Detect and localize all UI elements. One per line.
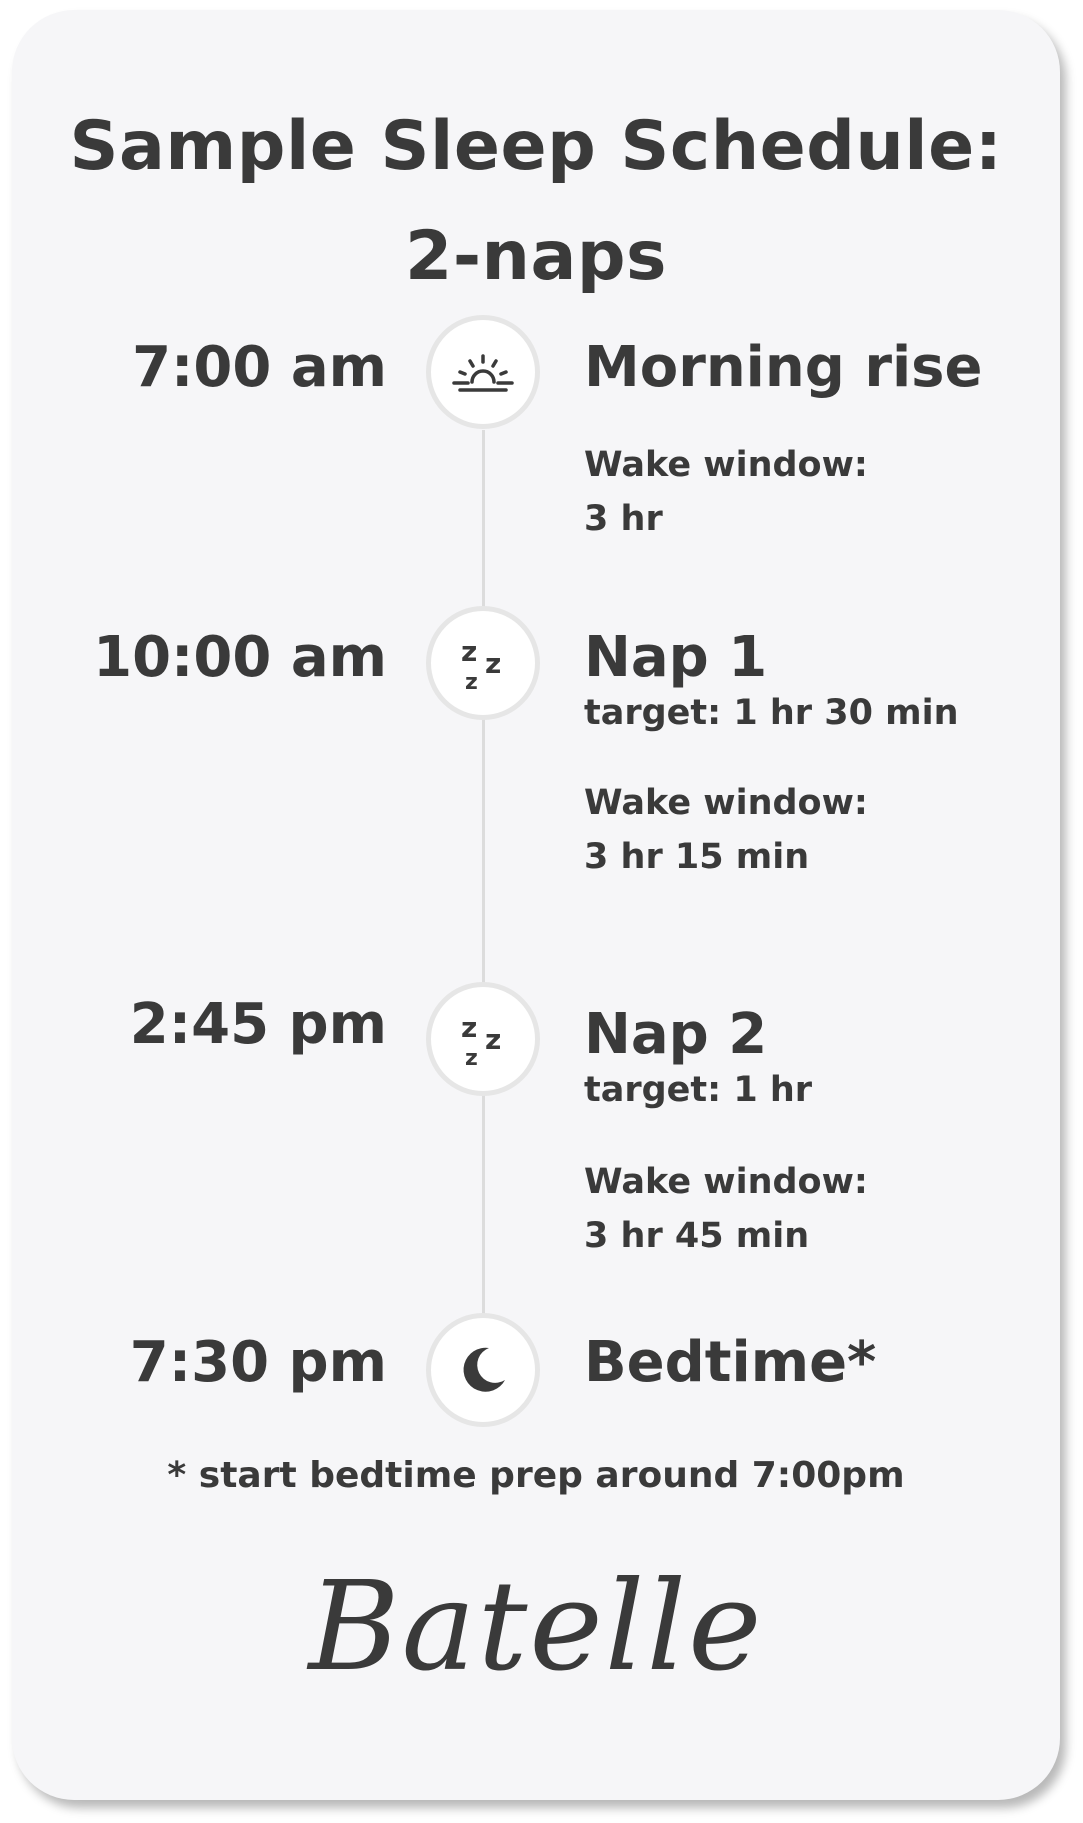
wake-window-label: Wake window: bbox=[584, 445, 868, 485]
wake-window-label: Wake window: bbox=[584, 1162, 868, 1202]
wake-window-value: 3 hr 15 min bbox=[584, 837, 810, 877]
event-node-nap-1 bbox=[426, 606, 540, 720]
svg-text:z: z bbox=[485, 1023, 502, 1056]
footnote: * start bedtime prep around 7:00pm bbox=[167, 1455, 905, 1496]
event-time-bedtime: 7:30 pm bbox=[129, 1330, 387, 1395]
event-title-morning-rise: Morning rise bbox=[584, 335, 983, 400]
wake-window-label: Wake window: bbox=[584, 783, 868, 823]
timeline-line bbox=[482, 430, 485, 1380]
sleep-zzz-icon bbox=[455, 633, 511, 693]
wake-window-2 bbox=[584, 776, 868, 884]
wake-window-value: 3 hr bbox=[584, 499, 663, 539]
event-title-bedtime: Bedtime* bbox=[584, 1330, 877, 1395]
sleep-zzz-icon bbox=[455, 1009, 511, 1069]
wake-window-1 bbox=[584, 438, 868, 546]
svg-text:z: z bbox=[485, 647, 502, 680]
brand-logo: Batelle bbox=[308, 1555, 764, 1699]
sunrise-icon bbox=[448, 352, 518, 392]
event-time-nap-2: 2:45 pm bbox=[129, 992, 387, 1057]
page-title bbox=[12, 92, 1060, 312]
event-title-nap-1: Nap 1 bbox=[584, 625, 768, 690]
svg-text:z: z bbox=[465, 670, 478, 693]
title-line-1: Sample Sleep Schedule: bbox=[69, 107, 1003, 186]
event-target-nap-1: target: 1 hr 30 min bbox=[584, 693, 959, 733]
title-line-2: 2-naps bbox=[405, 217, 667, 296]
svg-text:z: z bbox=[461, 1011, 478, 1044]
wake-window-3 bbox=[584, 1155, 868, 1263]
svg-text:z: z bbox=[461, 635, 478, 668]
event-target-nap-2: target: 1 hr bbox=[584, 1070, 813, 1110]
moon-icon bbox=[455, 1342, 511, 1398]
event-time-morning-rise: 7:00 am bbox=[132, 335, 387, 400]
schedule-card bbox=[12, 10, 1060, 1800]
event-node-morning-rise bbox=[426, 315, 540, 429]
event-time-nap-1: 10:00 am bbox=[93, 625, 387, 690]
event-node-bedtime bbox=[426, 1313, 540, 1427]
event-node-nap-2 bbox=[426, 982, 540, 1096]
wake-window-value: 3 hr 45 min bbox=[584, 1216, 810, 1256]
svg-text:z: z bbox=[465, 1046, 478, 1069]
event-title-nap-2: Nap 2 bbox=[584, 1002, 768, 1067]
